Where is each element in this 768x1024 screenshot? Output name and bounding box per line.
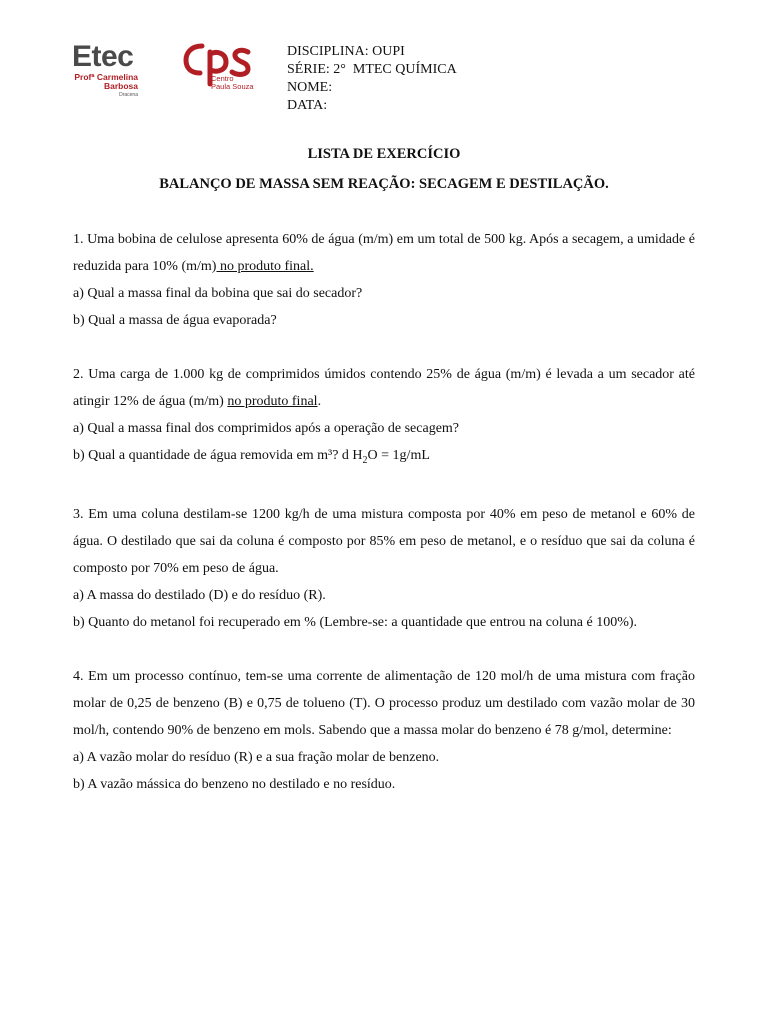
disciplina-field: DISCIPLINA: OUPI [287, 44, 405, 59]
question-3 [73, 501, 695, 636]
etec-logo-word: Etec [72, 40, 134, 73]
etec-logo [72, 40, 152, 98]
page-title: LISTA DE EXERCÍCIO [307, 146, 461, 162]
cps-logo-caption [211, 75, 254, 91]
cps-logo-line2: Paula Souza [211, 82, 254, 91]
question-2-text [73, 361, 695, 415]
document-header [66, 40, 706, 120]
question-2-body: 2. Uma carga de 1.000 kg de comprimidos úmidos contendo 25% de água (m/m) é levada a um secador até atingir 12% de água (m/m) [73, 367, 695, 409]
question-3-text: 3. Em uma coluna destilam-se 1200 kg/h de uma mistura composta por 40% em peso de metanol e 60% de água. O destilado que sai da coluna é composto por 85% em peso de metanol, e o resíduo que sai da coluna é composto por 70% em peso de água. [73, 506, 695, 576]
question-3-item-a: a) A massa do destilado (D) e do resíduo (R). [73, 587, 326, 603]
question-2-item-b [73, 442, 695, 474]
question-2-item-b-pre: b) Qual a quantidade de água removida em m³? d H [73, 448, 363, 463]
question-2-end: . [317, 394, 322, 409]
question-1-underlined: no produto final. [216, 259, 314, 274]
question-3-item-b: b) Quanto do metanol foi recuperado em % (Lembre-se: a quantidade que entrou na coluna é 100%). [73, 614, 638, 630]
data-field: DATA: [287, 98, 328, 113]
question-2-item-b-sub: 2 [362, 454, 368, 466]
question-1-body: 1. Uma bobina de celulose apresenta 60% de água (m/m) em um total de 500 kg. Após a secagem, a umidade é reduzida para 10% (m/m) [73, 232, 695, 274]
header-meta [287, 43, 457, 115]
question-1-item-b: b) Qual a massa de água evaporada? [73, 313, 277, 328]
exercise-list [73, 226, 695, 798]
question-1-item-a: a) Qual a massa final da bobina que sai do secador? [73, 286, 363, 301]
page-subtitle: BALANÇO DE MASSA SEM REAÇÃO: SECAGEM E DESTILAÇÃO. [159, 176, 609, 192]
serie-field: SÉRIE: 2° MTEC QUÍMICA [287, 62, 457, 77]
cps-logo-line1: Centro [211, 74, 234, 83]
question-2 [73, 361, 695, 474]
question-1-text [73, 226, 695, 280]
etec-logo-line2: Barbosa [103, 81, 138, 91]
question-4 [73, 663, 695, 798]
etec-logo-city: Dracena [119, 92, 138, 98]
question-2-underlined: no produto final [227, 394, 318, 409]
etec-logo-line1: Profª Carmelina [74, 72, 138, 82]
question-2-item-b-post: O = 1g/mL [367, 448, 430, 463]
question-1 [73, 226, 695, 334]
question-2-item-a: a) Qual a massa final dos comprimidos após a operação de secagem? [73, 421, 460, 436]
question-4-item-a: a) A vazão molar do resíduo (R) e a sua fração molar de benzeno. [73, 749, 440, 765]
question-4-text: 4. Em um processo contínuo, tem-se uma corrente de alimentação de 120 mol/h de uma mistura com fração molar de 0,25 de benzeno (B) e 0,75 de tolueno (T). O processo produz um destilado com vazão molar de 30 mol/h, contendo 90% de benzeno em mols. Sabendo que a massa molar do benzeno é 78 g/mol, determine: [73, 668, 695, 738]
nome-field: NOME: [287, 80, 333, 95]
question-4-item-b: b) A vazão mássica do benzeno no destilado e no resíduo. [73, 776, 396, 792]
